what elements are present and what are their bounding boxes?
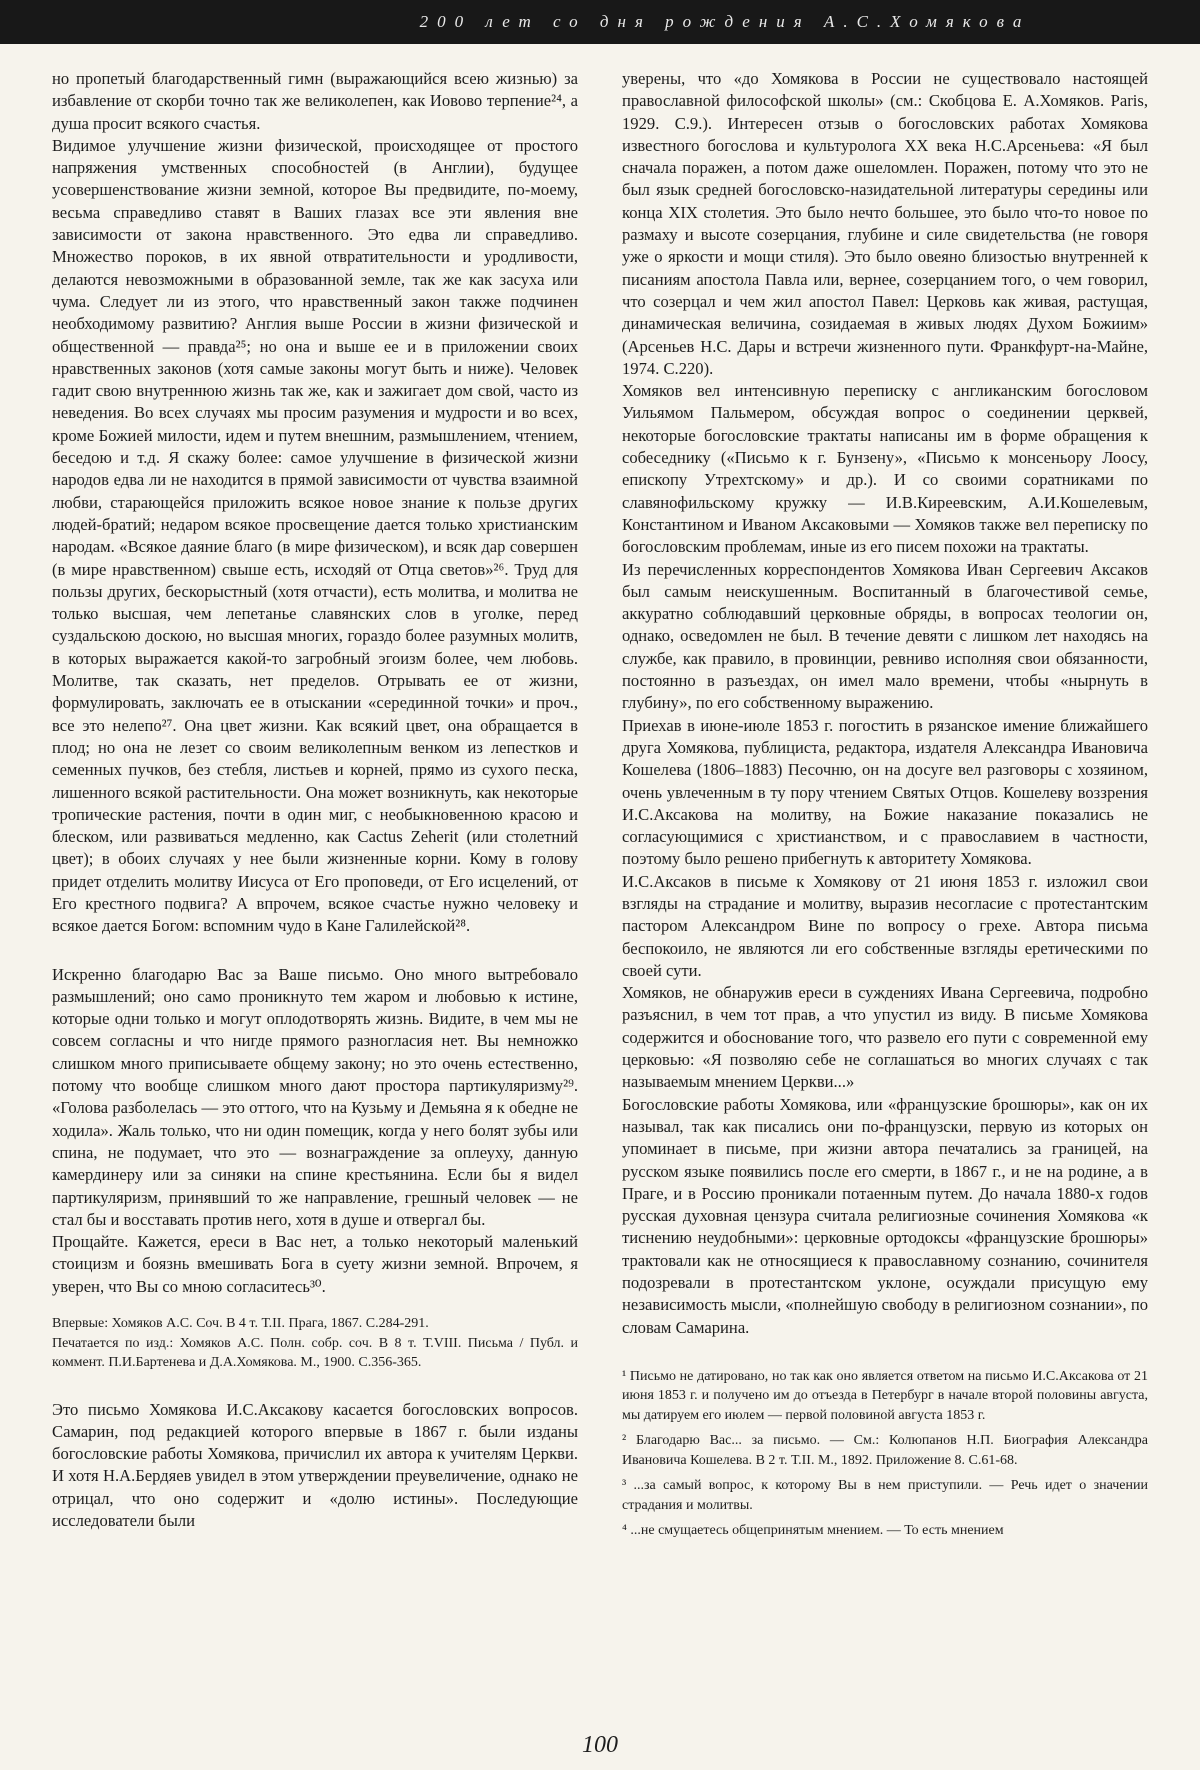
paragraph: Видимое улучшение жизни физической, происходящее от простого напряжения умственных способностей (в Англии), будущее усовершенствование жизни земной, которое Вы предвидите, по-моему, весьма справедливо ставят в Ваших глазах все эти явления вне зависимости от закона нравственного. Это едва ли справедливо. Множество пороков, в их явной отвратительности и уродливости, делаются невозможными в образованной земле, так же как засуха или чума. Следует ли из этого, что нравственный закон также подчинен необходимому развитию? Англия выше России в жизни физической и общественной — правда²⁵; но она и выше ее и в приложении своих нравственных законов (хотя самые законы могут быть и ниже). Человек гадит свою внутреннюю жизнь так же, как и зажигает дом свой, часто из неведения. Во всех случаях мы просим разумения и мудрости и во всех, кроме Божией милости, идем и путем внешним, размышлением, чтением, беседою и т.д. Я скажу более: самое улучшение в физической жизни народов едва ли не находится в прямой зависимости от чувства взаимной любви, старающейся приложить всякое новое знание к пользе других людей-братий; недаром всякое просвещение дается только христианским народам. «Всякое даяние благо (в мире физическом), и всяк дар совершен (в мире нравственном) свыше есть, исходяй от Отца светов»²⁶. Труд для пользы других, бескорыстный (хотя отчасти), есть молитва, и молитва не только высшая, чем лепетанье славянских слов в уголке, перед суздальскою доскою, но высшая многих, гораздо более разумных молитв, в которых выражается какой-то загробный эгоизм более, чем любовь. Молитве, так сказать, нет пределов. Отрывать ее от жизни, формулировать, заключать ее в отыскании «серединной точки» и проч., все это нелепо²⁷. Она цвет жизни. Как всякий цвет, она обращается в плод; но она не лезет со своим великолепным венком из лепестков и семенных пучков, без стебля, листьев и корней, прямо из сухого песка, лишенного всякой растительности. Она может возникнуть, как некоторые тропические растения, почти в один миг, с необыкновенною красою и блеском, или развиваться медленно, как Cactus Zeherit (или столетний цвет); в обоих случаях у нее были жизненные корни. Кому в голову придет отделить молитву Иисуса от Его проповеди, от Его исцелений, от Его крестного подвига? А впрочем, всякое счастье нужно человеку и всякое дается Богом: вспомним чудо в Кане Галилейской²⁸. xyxy=(52,135,578,936)
page-number: 100 xyxy=(582,1732,618,1758)
footnote: ¹ Письмо не датировано, но так как оно является ответом на письмо И.С.Аксакова от 21 июня 1853 г. и получено им до отъезда в Петербург в начале второй половины августа, мы датируем его июлем — первой половиной августа 1853 г. xyxy=(622,1368,1148,1423)
paragraph: И.С.Аксаков в письме к Хомякову от 21 июня 1853 г. изложил свои взгляды на страдание и молитву, выразив несогласие с протестантским пастором Александром Вине по вопросу о грехе. Автора письма беспокоило, не являются ли его собственные взгляды еретическими по своей сути. xyxy=(622,871,1148,980)
paragraph: Хомяков, не обнаружив ереси в суждениях Ивана Сергеевича, подробно разъяснил, в чем тот прав, а что упустил из виду. В письме Хомякова содержится и обоснование того, что развело его пути с современной ему церковью: «Я позволяю себе не соглашаться во многих случаях с так называемым мнением Церкви...» xyxy=(622,983,1148,1092)
paragraph: уверены, что «до Хомякова в России не существовало настоящей православной философской школы» (см.: Скобцова Е. А.Хомяков. Paris, 1929. С.9.). Интересен отзыв о богословских работах Хомякова известного богослова и культуролога ХХ века Н.С.Арсеньева: «Я был сначала поражен, а потом даже ошеломлен. Поражен, потому что это не был язык средней богословско-назидательной литературы середины или конца XIX столетия. Это было нечто большее, это было что-то новое по размаху и высоте созерцания, глубине и силе свидетельства (не говоря уже о яркости и мощи стиля). Это было овеяно близостью внутренней к писаниям апостола Павла или, вернее, созерцанием того, о чем говорил, что созерцал и чем жил апостол Павел: Церковь как живая, растущая, динамическая величина, созидаемая в живых людях Духом Божиим» (Арсеньев Н.С. Дары и встречи жизненного пути. Франкфурт-на-Майне, 1974. С.220). xyxy=(622,69,1148,378)
running-header-title: 200 лет со дня рождения А.С.Хомякова xyxy=(419,12,1031,31)
paragraph: Хомяков вел интенсивную переписку с англиканским богословом Уильямом Пальмером, обсуждая вопрос о соединении церквей, некоторые богословские трактаты написаны им в форме обращения к собеседнику («Письмо к г. Бунзену», «Письмо к монсеньору Лоосу, епископу Утрехтскому» и др.). И со своими соратниками по славянофильскому кружку — И.В.Киреевским, А.И.Кошелевым, Константином и Иваном Аксаковыми — Хомяков также вел переписку по богословским проблемам, иные из его писем похожи на трактаты. xyxy=(622,381,1148,557)
footnote: ⁴ ...не смущаетесь общепринятым мнением. — То есть мнением xyxy=(622,1523,1004,1539)
paragraph: Приехав в июне-июле 1853 г. погостить в рязанское имение ближайшего друга Хомякова, публициста, редактора, издателя Александра Ивановича Кошелева (1806–1883) Песочню, он на досуге вел разговоры с хозяином, очень увлеченным в ту пору чтением Святых Отцов. Кошелеву воззрения И.С.Аксакова на молитву, на Божие наказание показались не согласующимися с христианством, и с православием в частности, поэтому было решено прибегнуть к авторитету Хомякова. xyxy=(622,715,1148,869)
footnote: ³ ...за самый вопрос, к которому Вы в нем приступили. — Речь идет о значении страдания и молитвы. xyxy=(622,1478,1148,1513)
paragraph: Богословские работы Хомякова, или «французские брошюры», как он их называл, так как писались они по-французски, первую из которых он упоминает в письме, при жизни автора печатались за границей, на русском языке появились после его смерти, в 1867 г., и не на родине, а в Праге, и в Россию проникали потаенным путем. До начала 1880-х годов русская духовная цензура считала религиозные сочинения Хомякова «к тиснению неудобными»: церковные ортодоксы «французские брошюры» трактовали как не относящиеся к православному сознанию, сочинителя подозревали в протестантском уклоне, осуждали присущую ему независимость мысли, «полнейшую свободу в религиозном сознании», по словам Самарина. xyxy=(622,1094,1148,1337)
footnote: ² Благодарю Вас... за письмо. — См.: Колюпанов Н.П. Биография Александра Ивановича Кошелева. В 2 т. Т.II. М., 1892. Приложение 8. С.61-68. xyxy=(622,1433,1148,1468)
source-note: Печатается по изд.: Хомяков А.С. Полн. собр. соч. В 8 т. Т.VIII. Письма / Публ. и коммент. П.И.Бартенева и Д.А.Хомякова. М., 1900. С.356-365. xyxy=(52,1335,578,1371)
source-note: Впервые: Хомяков А.С. Соч. В 4 т. Т.II. Прага, 1867. С.284-291. xyxy=(52,1316,429,1332)
left-column xyxy=(52,68,578,1532)
paragraph: Из перечисленных корреспондентов Хомякова Иван Сергеевич Аксаков был самым неискушенным. Воспитанный в благочестивой семье, аккуратно соблюдавший церковные обряды, в вопросах теологии он, однако, осведомлен не был. В течение девяти с лишком лет находясь на службе, как правило, в провинции, ревниво исполняя свои обязанности, постоянно в разъездах, он имел мало времени, чтобы «нырнуть в глубину», по его собственному выражению. xyxy=(622,559,1148,713)
paragraph: Это письмо Хомякова И.С.Аксакову касается богословских вопросов. Самарин, под редакцией которого впервые в 1867 г. были изданы богословские работы Хомякова, причислил их автора к учителям Церкви. И хотя Н.А.Бердяев увидел в этом утверждении преувеличение, однако не отрицал, что оно содержит и «долю истины». Последующие исследователи были xyxy=(52,1399,578,1531)
running-header xyxy=(0,0,1200,44)
paragraph: но пропетый благодарственный гимн (выражающийся всею жизнью) за избавление от скорби точно так же великолепен, как Иовово терпение²⁴, а душа просит всякого счастья. xyxy=(52,69,578,133)
paragraph: Искренно благодарю Вас за Ваше письмо. Оно много вытребовало размышлений; оно само проникнуто тем жаром и любовью к истине, которые одни только и могут оплодотворять жизнь. Видите, в чем мы не совсем согласны и что нигде прямого разногласия нет. Вы немножко слишком много приписываете общему закону; но это очень естественно, потому что вообще слишком много дают простора партикуляризму²⁹. «Голова разболелась — это оттого, что на Кузьму и Демьяна я к обедне не ходила». Жаль только, что ни один помещик, когда у него болят зубы или спина, не подумает, что это — вознаграждение за оплеуху, данную камердинеру или за синяки на спине крестьянина. Если бы я видел партикуляризм, принявший то же направление, грешный человек — не стал бы и восставать против него, хотя в душе и отвергал бы. xyxy=(52,964,578,1229)
paragraph: Прощайте. Кажется, ереси в Вас нет, а только некоторый маленький стоицизм и боязнь вмешивать Бога в суету жизни земной. Впрочем, я уверен, что Вы со мною согласитесь³⁰. xyxy=(52,1232,578,1296)
right-column xyxy=(622,68,1148,1541)
